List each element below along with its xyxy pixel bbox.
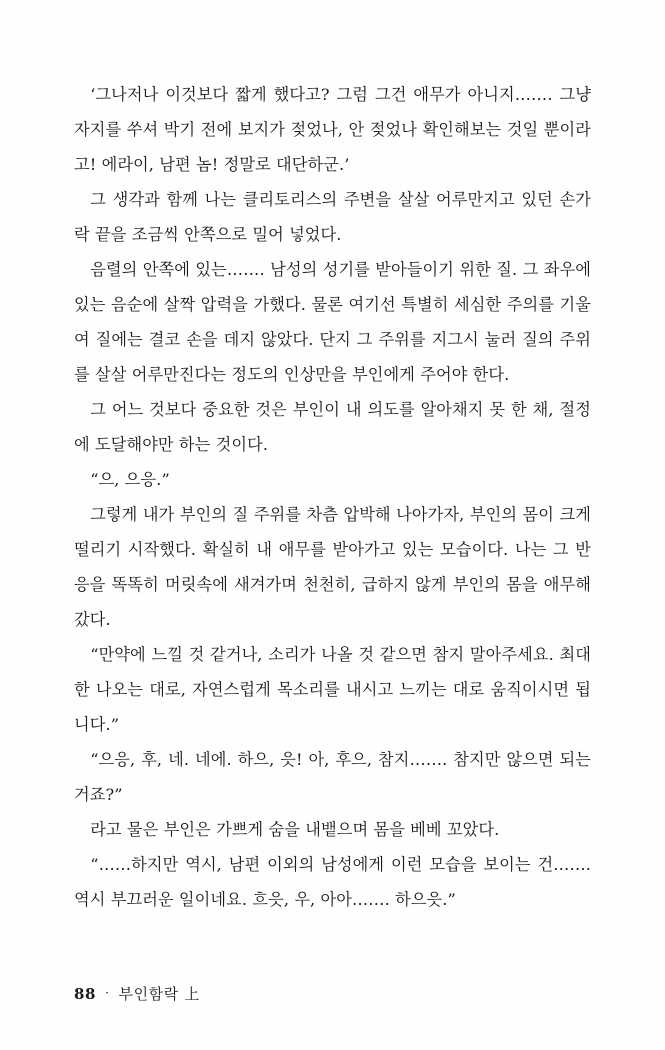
paragraph: ‘그나저나 이것보다 짧게 했다고? 그럼 그건 애무가 아니지……. 그냥 자지를 쑤셔 박기 전에 보지가 젖었나, 안 젖었나 확인해보는 것일 뿐이라고! 에라이, 남편 놈! 정말로 대단하군.’ — [74, 85, 591, 174]
paragraph: 음렬의 안쪽에 있는……. 남성의 성기를 받아들이기 위한 질. 그 좌우에 있는 음순에 살짝 압력을 가했다. 물론 여기선 특별히 세심한 주의를 기울여 질에는 결코 손을 데지 않았다. 단지 그 주위를 지그시 눌러 질의 주위를 살살 어루만진다는 정도의 인상만을 부인에게 주어야 한다. — [74, 259, 591, 384]
paragraph: “……하지만 역시, 남편 이외의 남성에게 이런 모습을 보이는 건……. 역시 부끄러운 일이네요. 흐읏, 우, 아아……. 하으읏.” — [74, 854, 591, 909]
paragraph: “으, 으응.” — [90, 469, 170, 489]
paragraph: 그 생각과 함께 나는 클리토리스의 주변을 살살 어루만지고 있던 손가락 끝을 조금씩 안쪽으로 밀어 넣었다. — [74, 189, 591, 244]
paragraph: “만약에 느낄 것 같거나, 소리가 나올 것 같으면 참지 말아주세요. 최대한 나오는 대로, 자연스럽게 목소리를 내시고 느끼는 대로 움직이시면 됩니다.” — [74, 644, 591, 734]
paragraph: 그렇게 내가 부인의 질 주위를 차츰 압박해 나아가자, 부인의 몸이 크게 떨리기 시작했다. 확실히 내 애무를 받아가고 있는 모습이다. 나는 그 반응을 똑똑히 머릿속에 새겨가며 천천히, 급하지 않게 부인의 몸을 애무해갔다. — [74, 504, 591, 629]
paragraph: “으응, 후, 네. 네에. 하으, 읏! 아, 후으, 참지……. 참지만 않으면 되는 거죠?” — [74, 749, 591, 804]
paragraph: 라고 물은 부인은 가쁘게 숨을 내뱉으며 몸을 베베 꼬았다. — [90, 819, 500, 839]
page-number: 88 — [74, 985, 97, 1003]
page-footer — [74, 983, 200, 1004]
paragraph: 그 어느 것보다 중요한 것은 부인이 내 의도를 알아채지 못 한 채, 절정에 도달해야만 하는 것이다. — [74, 399, 591, 454]
book-title: 부인함락 上 — [118, 985, 200, 1003]
page-body — [74, 78, 591, 918]
footer-separator: · — [105, 986, 110, 1000]
